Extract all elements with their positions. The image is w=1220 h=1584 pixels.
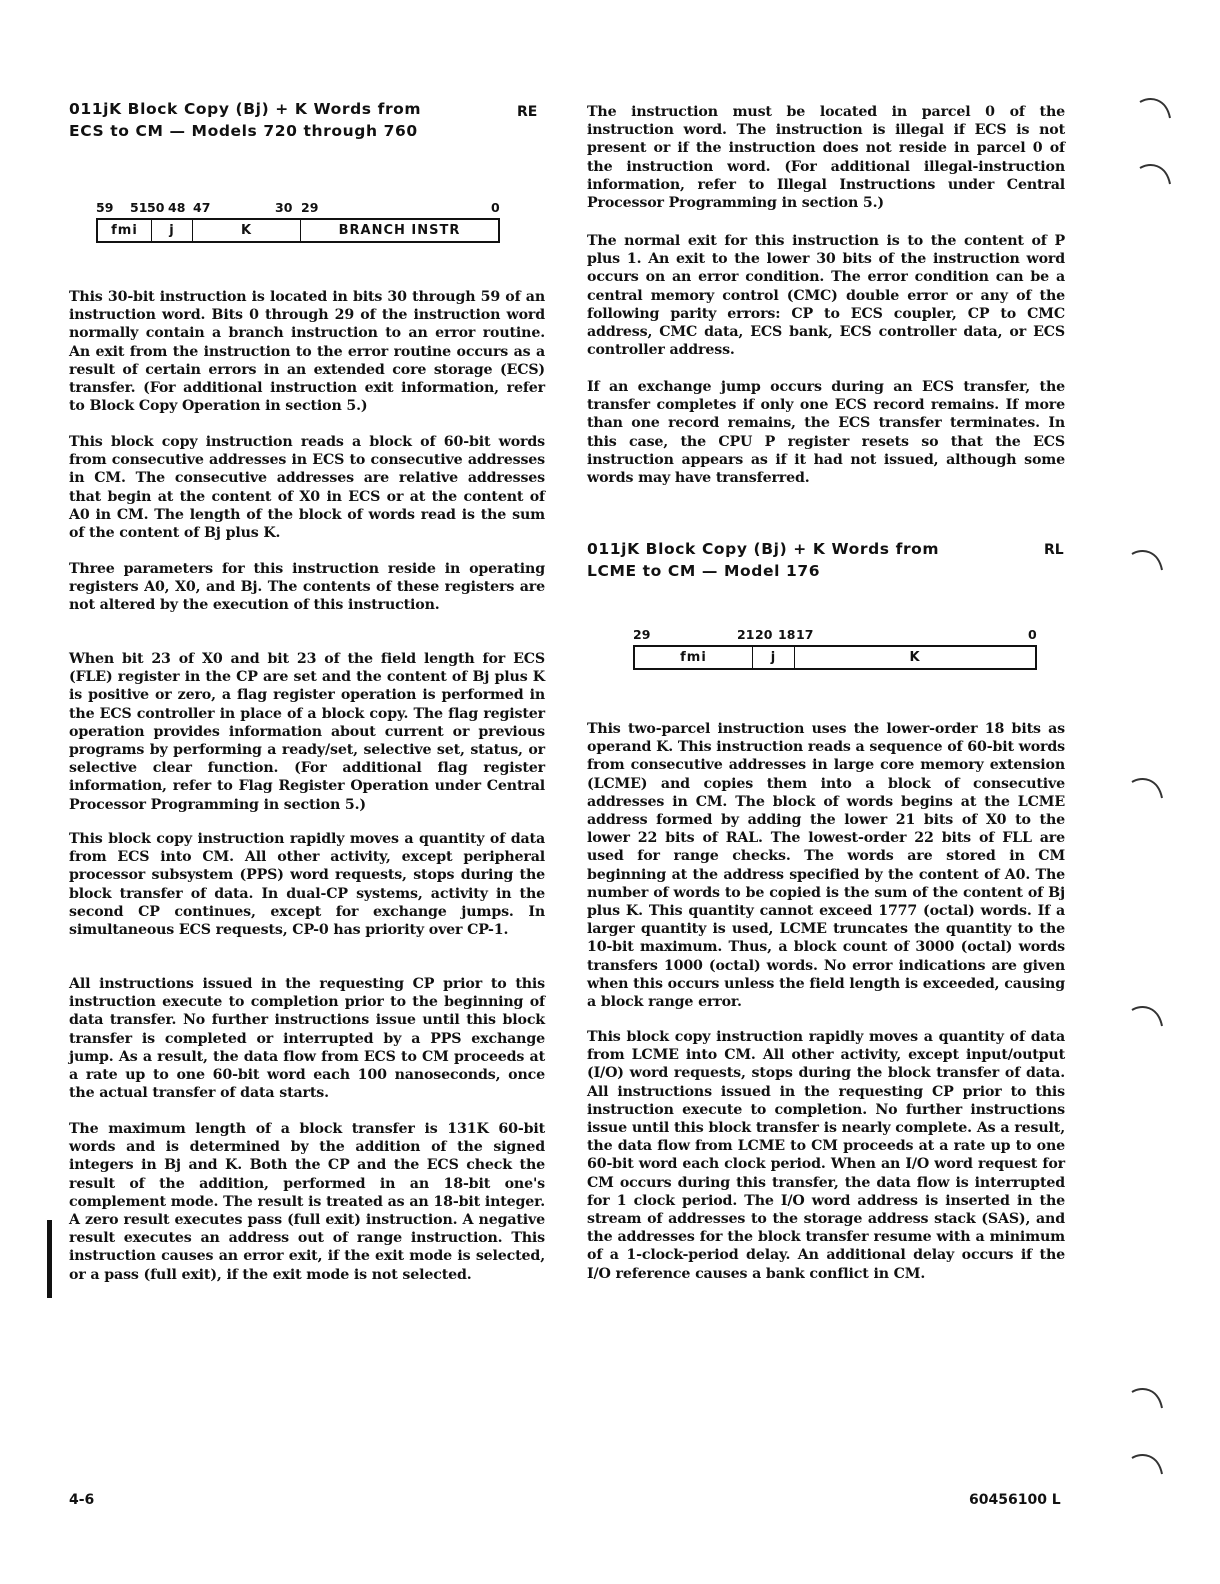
instruction-word-box [633,645,1037,670]
binder-hole-mark [1128,774,1166,808]
bit-label: 50 [147,200,165,215]
paragraph: If an exchange jump occurs during an ECS transfer, the transfer completes if only one ECS record remains. If more than one record remains, the ECS transfer terminates. In this case, the CPU P register resets so that the ECS instruction appears as if it had not issued, although some words may have transferred. [587,379,1065,487]
bit-label: 0 [491,200,500,215]
binder-hole-mark [1128,546,1166,580]
binder-hole-mark [1128,1002,1166,1036]
field-k: K [909,650,921,665]
bit-label: 17 [796,627,814,642]
bit-label: 21 [737,627,755,642]
document-number: 60456100 L [969,1492,1061,1508]
bit-positions [633,627,1043,643]
bit-positions [96,200,501,216]
field-fmi: fmi [98,220,152,241]
binder-hole-mark [1128,1450,1166,1484]
revision-change-bar [47,1220,52,1298]
bit-label: 47 [193,200,211,215]
paragraph: The normal exit for this instruction is to the content of P plus 1. An exit to the lower 30 bits of the instruction word occurs on an error condition. The error condition can be a central memory control (CMC) double error or any of the following parity errors: CP to ECS coupler, CP to CMC address, CMC data, ECS bank, ECS controller data, or ECS controller address. [587,233,1065,359]
paragraph: This block copy instruction reads a block of 60-bit words from consecutive addresses in ECS to consecutive addresses in CM. The consecutive addresses are relative addresses that begin at the content of X0 in ECS or at the content of A0 in CM. The length of the block of words read is the sum of the content of Bj plus K. [69,434,545,542]
field-j: j [753,647,795,668]
paragraph: When bit 23 of X0 and bit 23 of the field length for ECS (FLE) register in the CP are set and the content of Bj plus K is positive or zero, a flag register operation is performed in the ECS controller in place of a block copy. The flag register operation provides information about current or previous programs by performing a ready/set, selective set, status, or selective clear function. (For additional flag register information, refer to Flag Register Operation under Central Processor Programming in section 5.) [69,651,545,813]
binder-hole-mark [1136,160,1174,194]
paragraph: This two-parcel instruction uses the lower-order 18 bits as operand K. This instruction reads a sequence of 60-bit words from consecutive addresses in large core memory extension (LCME) and copies them into a block of consecutive addresses in CM. The block of words begins at the LCME address formed by adding the lower 21 bits of X0 to the lower 22 bits of RAL. The lowest-order 22 bits of FLL are used for range checks. The words are stored in CM beginning at the address specified by the content of A0. The number of words to be copied is the sum of the content of Bj plus K. This quantity cannot exceed 1777 (octal) words. If a larger quantity is used, LCME truncates the quantity to the 10-bit maximum. Thus, a block count of 3000 (octal) words transfers 1000 (octal) words. No error indications are given when this occurs unless the field length is exceeded, causing a block range error. [587,721,1065,1011]
page-number: 4-6 [69,1492,95,1508]
model-tag-re: RE [517,104,538,120]
field-fmi: fmi [635,647,753,668]
bit-label: 51 [130,200,148,215]
bit-label: 48 [168,200,186,215]
section-heading-lcme [587,538,939,582]
field-branch-instr: BRANCH INSTR [338,223,461,238]
section-heading-ecs [69,98,421,142]
paragraph: Three parameters for this instruction reside in operating registers A0, X0, and Bj. The contents of these registers are not altered by the execution of this instruction. [69,561,545,614]
instruction-word-box [96,218,500,243]
binder-hole-mark [1136,94,1174,128]
paragraph: The instruction must be located in parcel 0 of the instruction word. The instruction is illegal if ECS is not present or if the instruction does not reside in parcel 0 of the instruction word. (For additional illegal-instruction information, refer to Illegal Instructions under Central Processor Programming in section 5.) [587,104,1065,212]
field-k: K [193,220,301,241]
paragraph: This block copy instruction rapidly moves a quantity of data from ECS into CM. All other activity, except peripheral processor subsystem (PPS) word requests, stops during the block transfer of data. In dual-CP systems, activity in the second CP continues, except for exchange jumps. In simultaneous ECS requests, CP-0 has priority over CP-1. [69,831,545,939]
binder-hole-mark [1128,1384,1166,1418]
bit-label: 0 [1028,627,1037,642]
bit-label: 59 [96,200,114,215]
heading-line: LCME to CM — Model 176 [587,562,821,580]
bit-label: 29 [301,200,319,215]
model-tag-rl: RL [1044,542,1064,558]
paragraph: This block copy instruction rapidly moves a quantity of data from LCME into CM. All other activity, except input/output (I/O) word requests, stops during the block transfer of data. All instructions issued in the requesting CP prior to this instruction execute to completion. No further instructions issue until this block transfer is nearly complete. As a result, the data flow from LCME to CM proceeds at a rate up to one 60-bit word each clock period. When an I/O word request for CM occurs during this transfer, the data flow is interrupted for 1 clock period. The I/O word address is inserted in the stream of addresses to the storage address stack (SAS), and the addresses for the block transfer resume with a minimum of a 1-clock-period delay. An additional delay occurs if the I/O reference causes a bank conflict in CM. [587,1029,1065,1282]
paragraph: This 30-bit instruction is located in bits 30 through 59 of an instruction word. Bits 0 through 29 of the instruction word normally contain a branch instruction to an error routine. An exit from the instruction to the error routine occurs as a result of certain errors in an extended core storage (ECS) transfer. (For additional instruction exit information, refer to Block Copy Operation in section 5.) [69,289,545,415]
paragraph: All instructions issued in the requesting CP prior to this instruction execute to completion prior to the beginning of data transfer. No further instructions issue until this block transfer is completed or interrupted by a PPS exchange jump. As a result, the data flow from ECS to CM proceeds at a rate up to one 60-bit word each 100 nanoseconds, once the actual transfer of data starts. [69,976,545,1102]
bit-label: 20 [755,627,773,642]
instruction-format-diagram-lcme [633,627,1043,673]
instruction-format-diagram-ecs [96,200,501,246]
bit-label: 18 [778,627,796,642]
bit-label: 29 [633,627,651,642]
bit-label: 30 [275,200,293,215]
heading-line: 011jK Block Copy (Bj) + K Words from [587,540,940,558]
heading-line: ECS to CM — Models 720 through 760 [69,122,418,140]
paragraph: The maximum length of a block transfer is 131K 60-bit words and is determined by the addition of the signed integers in Bj and K. Both the CP and the ECS check the result of the addition, performed in an 18-bit one's complement mode. The result is treated as an 18-bit integer. A zero result executes pass (full exit) instruction. A negative result executes an address out of range instruction. This instruction causes an error exit, if the exit mode is selected, or a pass (full exit), if the exit mode is not selected. [69,1121,545,1283]
field-j: j [152,220,193,241]
heading-line: 011jK Block Copy (Bj) + K Words from [69,100,422,118]
